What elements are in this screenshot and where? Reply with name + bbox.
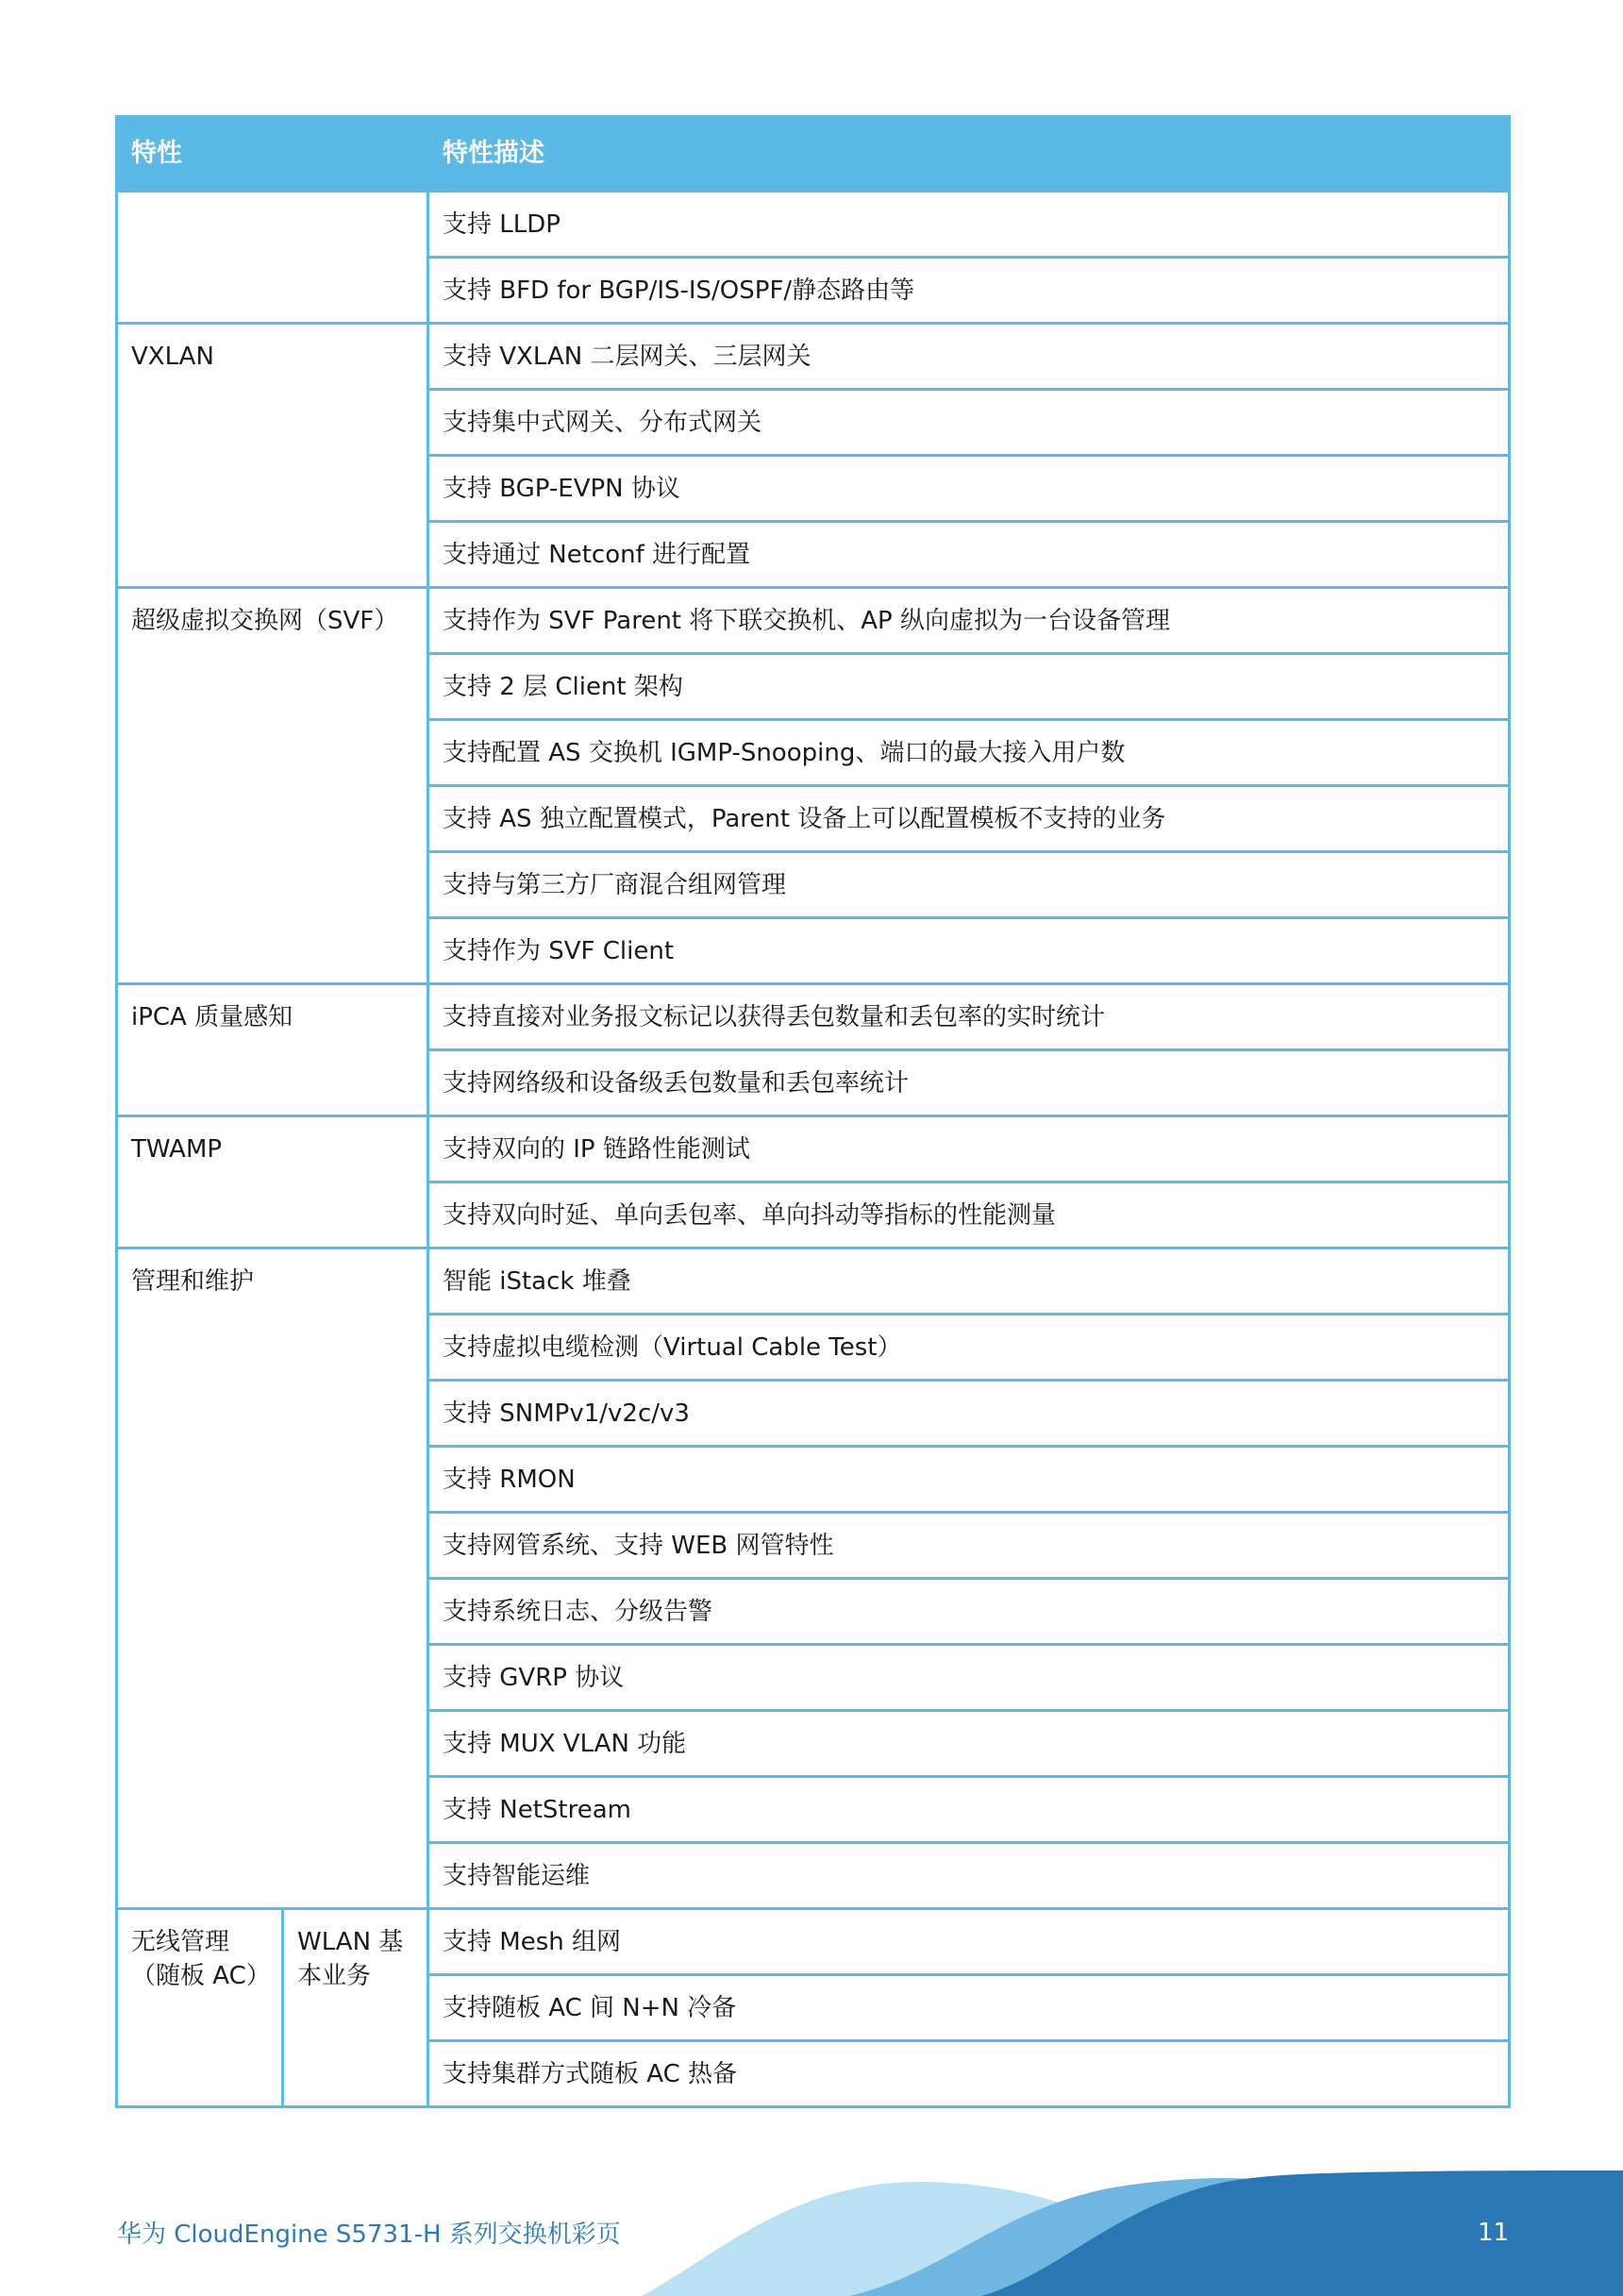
description-cell: 支持 BFD for BGP/IS-IS/OSPF/静态路由等	[428, 258, 1510, 324]
description-cell: 智能 iStack 堆叠	[428, 1249, 1510, 1315]
description-cell: 支持 GVRP 协议	[428, 1645, 1510, 1711]
description-cell: 支持作为 SVF Parent 将下联交换机、AP 纵向虚拟为一台设备管理	[428, 588, 1510, 654]
feature-cell: 管理和维护	[117, 1249, 428, 1909]
description-cell: 支持 NetStream	[428, 1777, 1510, 1843]
description-cell: 支持 Mesh 组网	[428, 1909, 1510, 1975]
feature-cell: 超级虚拟交换网（SVF）	[117, 588, 428, 984]
feature-cell: iPCA 质量感知	[117, 984, 428, 1116]
description-cell: 支持随板 AC 间 N+N 冷备	[428, 1975, 1510, 2041]
description-cell: 支持智能运维	[428, 1843, 1510, 1909]
description-cell: 支持集群方式随板 AC 热备	[428, 2041, 1510, 2107]
description-cell: 支持系统日志、分级告警	[428, 1579, 1510, 1645]
table-row	[117, 192, 1510, 258]
table-header-row	[117, 117, 1510, 192]
description-cell: 支持直接对业务报文标记以获得丢包数量和丢包率的实时统计	[428, 984, 1510, 1050]
table-row	[117, 1116, 1510, 1182]
description-cell: 支持 MUX VLAN 功能	[428, 1711, 1510, 1777]
description-cell: 支持与第三方厂商混合组网管理	[428, 852, 1510, 918]
description-cell: 支持 RMON	[428, 1447, 1510, 1513]
feature-cell: VXLAN	[117, 324, 428, 588]
table-row	[117, 1909, 1510, 1975]
description-cell: 支持 AS 独立配置模式，Parent 设备上可以配置模板不支持的业务	[428, 786, 1510, 852]
description-cell: 支持 SNMPv1/v2c/v3	[428, 1381, 1510, 1447]
description-cell: 支持配置 AS 交换机 IGMP-Snooping、端口的最大接入用户数	[428, 720, 1510, 786]
feature-table	[115, 115, 1511, 2108]
table-row	[117, 984, 1510, 1050]
description-cell: 支持 LLDP	[428, 192, 1510, 258]
feature-cell: TWAMP	[117, 1116, 428, 1249]
table-row	[117, 1249, 1510, 1315]
description-cell: 支持作为 SVF Client	[428, 918, 1510, 984]
description-cell: 支持网管系统、支持 WEB 网管特性	[428, 1513, 1510, 1579]
description-cell: 支持双向时延、单向丢包率、单向抖动等指标的性能测量	[428, 1182, 1510, 1249]
header-description: 特性描述	[428, 117, 1510, 192]
feature-cell	[117, 192, 428, 324]
subfeature-cell: WLAN 基本业务	[283, 1909, 428, 2107]
header-feature: 特性	[117, 117, 428, 192]
description-cell: 支持虚拟电缆检测（Virtual Cable Test）	[428, 1315, 1510, 1381]
description-cell: 支持 BGP-EVPN 协议	[428, 456, 1510, 522]
description-cell: 支持 2 层 Client 架构	[428, 654, 1510, 720]
description-cell: 支持通过 Netconf 进行配置	[428, 522, 1510, 588]
description-cell: 支持集中式网关、分布式网关	[428, 390, 1510, 456]
page-number: 11	[1478, 2219, 1510, 2247]
table-row	[117, 324, 1510, 390]
description-cell: 支持网络级和设备级丢包数量和丢包率统计	[428, 1050, 1510, 1116]
feature-cell: 无线管理（随板 AC）	[117, 1909, 283, 2107]
footer-title: 华为 CloudEngine S5731-H 系列交换机彩页	[117, 2221, 621, 2249]
description-cell: 支持 VXLAN 二层网关、三层网关	[428, 324, 1510, 390]
table-row	[117, 588, 1510, 654]
description-cell: 支持双向的 IP 链路性能测试	[428, 1116, 1510, 1182]
